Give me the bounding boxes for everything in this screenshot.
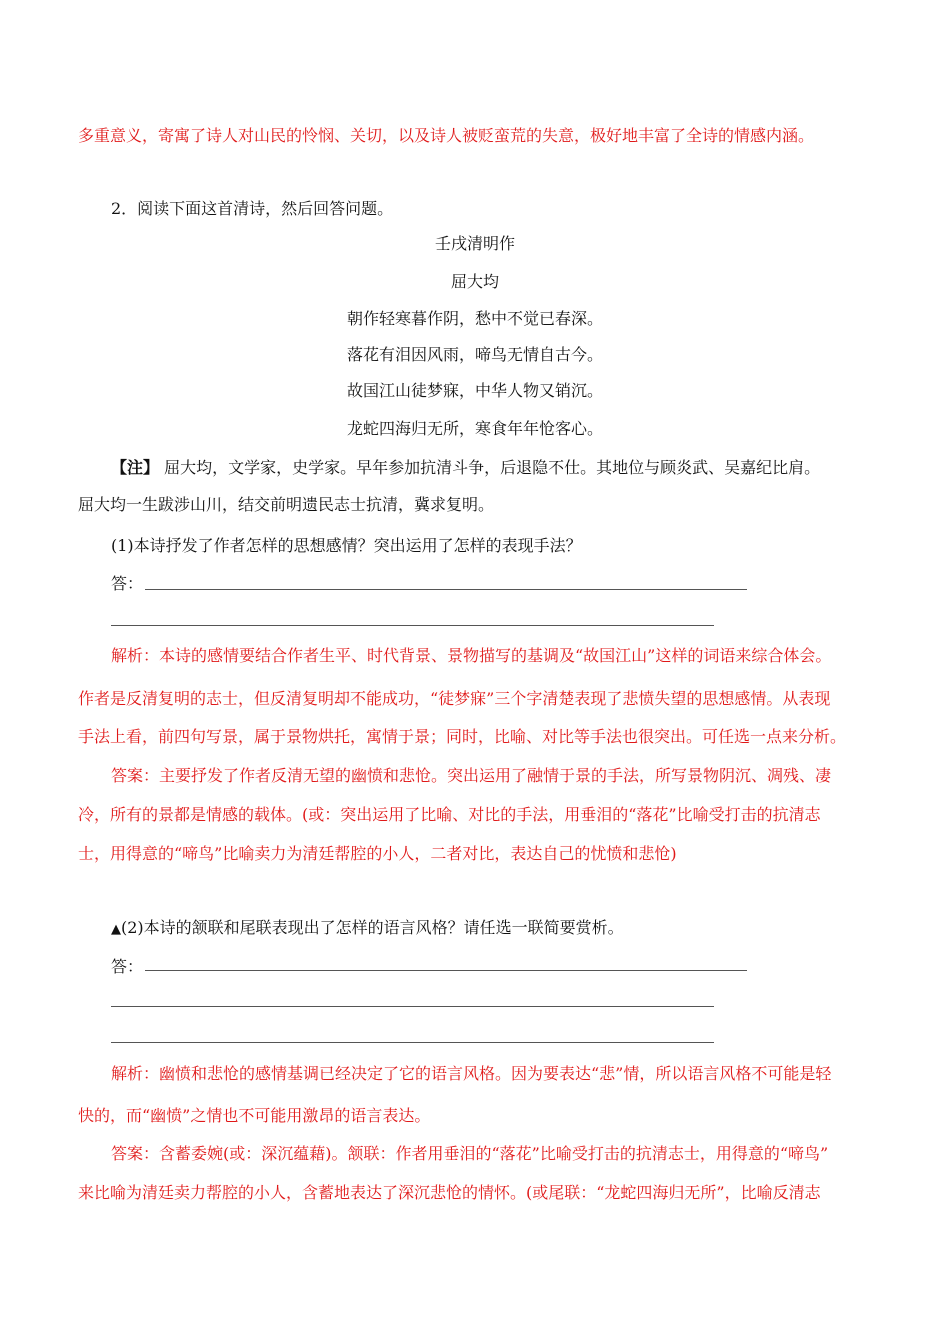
answer-2-line: 答案：含蓄委婉(或：深沉蕴藉)。颔联：作者用垂泪的“落花”比喻受打击的抗清志士，用得意的“啼鸟” — [111, 1144, 829, 1163]
answer-line-2a[interactable] — [145, 970, 747, 971]
note-line-1 — [111, 457, 820, 479]
previous-analysis-tail: 多重意义，寄寓了诗人对山民的怜悯、关切，以及诗人被贬蛮荒的失意，极好地丰富了全诗的情感内涵。 — [78, 126, 815, 145]
answer-line-1a[interactable] — [145, 589, 747, 590]
analysis-1-line: 解析：本诗的感情要结合作者生平、时代背景、景物描写的基调及“故国江山”这样的词语来综合体会。 — [111, 646, 832, 665]
note-line-2: 屈大均一生跋涉山川，结交前明遗民志士抗清，冀求复明。 — [78, 495, 495, 514]
analysis-2-line: 解析：幽愤和悲怆的感情基调已经决定了它的语言风格。因为要表达“悲”情，所以语言风格不可能是轻 — [111, 1064, 832, 1083]
poem-line: 故国江山徒梦寐，中华人物又销沉。 — [346, 381, 603, 400]
answer-1-line: 冷，所有的景都是情感的载体。(或：突出运用了比喻、对比的手法，用垂泪的“落花”比喻受打击的抗清志 — [78, 805, 821, 824]
poem-line: 朝作轻寒暮作阴，愁中不觉已春深。 — [346, 309, 603, 328]
analysis-1-line: 手法上看，前四句写景，属于景物烘托，寓情于景；同时，比喻、对比等手法也很突出。可任选一点来分析。 — [78, 727, 847, 746]
poem-author: 屈大均 — [450, 272, 499, 291]
poem-title: 壬戌清明作 — [434, 234, 515, 253]
analysis-1-line: 作者是反清复明的志士，但反清复明却不能成功，“徒梦寐”三个字清楚表现了悲愤失望的思想感情。从表现 — [78, 689, 831, 708]
answer-2-line: 来比喻为清廷卖力帮腔的小人，含蓄地表达了深沉悲怆的情怀。(或尾联：“龙蛇四海归无所”，比喻反清志 — [78, 1183, 821, 1202]
answer-line-1b[interactable] — [111, 625, 714, 626]
sub-question-2-text: (2)本诗的颔联和尾联表现出了怎样的语言风格？请任选一联简要赏析。 — [121, 918, 624, 937]
note-text: 屈大均，文学家，史学家。早年参加抗清斗争，后退隐不仕。其地位与顾炎武、吴嘉纪比肩。 — [159, 458, 821, 477]
triangle-marker-icon: ▲ — [111, 922, 121, 937]
question-2-intro: 2．阅读下面这首清诗，然后回答问题。 — [111, 199, 394, 218]
answer-1-line: 答案：主要抒发了作者反清无望的幽愤和悲怆。突出运用了融情于景的手法，所写景物阴沉、凋残、凄 — [111, 766, 832, 785]
analysis-2-line: 快的，而“幽愤”之情也不可能用激昂的语言表达。 — [78, 1106, 431, 1125]
sub-question-2 — [111, 917, 624, 941]
answer-1-line: 士，用得意的“啼鸟”比喻卖力为清廷帮腔的小人，二者对比，表达自己的忧愤和悲怆) — [78, 844, 677, 863]
answer-label-1: 答： — [111, 574, 144, 593]
note-label: 【注】 — [111, 458, 160, 477]
answer-label-2: 答： — [111, 957, 144, 976]
poem-line: 落花有泪因风雨，啼鸟无情自古今。 — [346, 345, 603, 364]
answer-line-2b[interactable] — [111, 1006, 714, 1007]
answer-line-2c[interactable] — [111, 1042, 714, 1043]
sub-question-1: (1)本诗抒发了作者怎样的思想感情？突出运用了怎样的表现手法？ — [111, 536, 582, 555]
poem-line: 龙蛇四海归无所，寒食年年怆客心。 — [346, 419, 603, 438]
